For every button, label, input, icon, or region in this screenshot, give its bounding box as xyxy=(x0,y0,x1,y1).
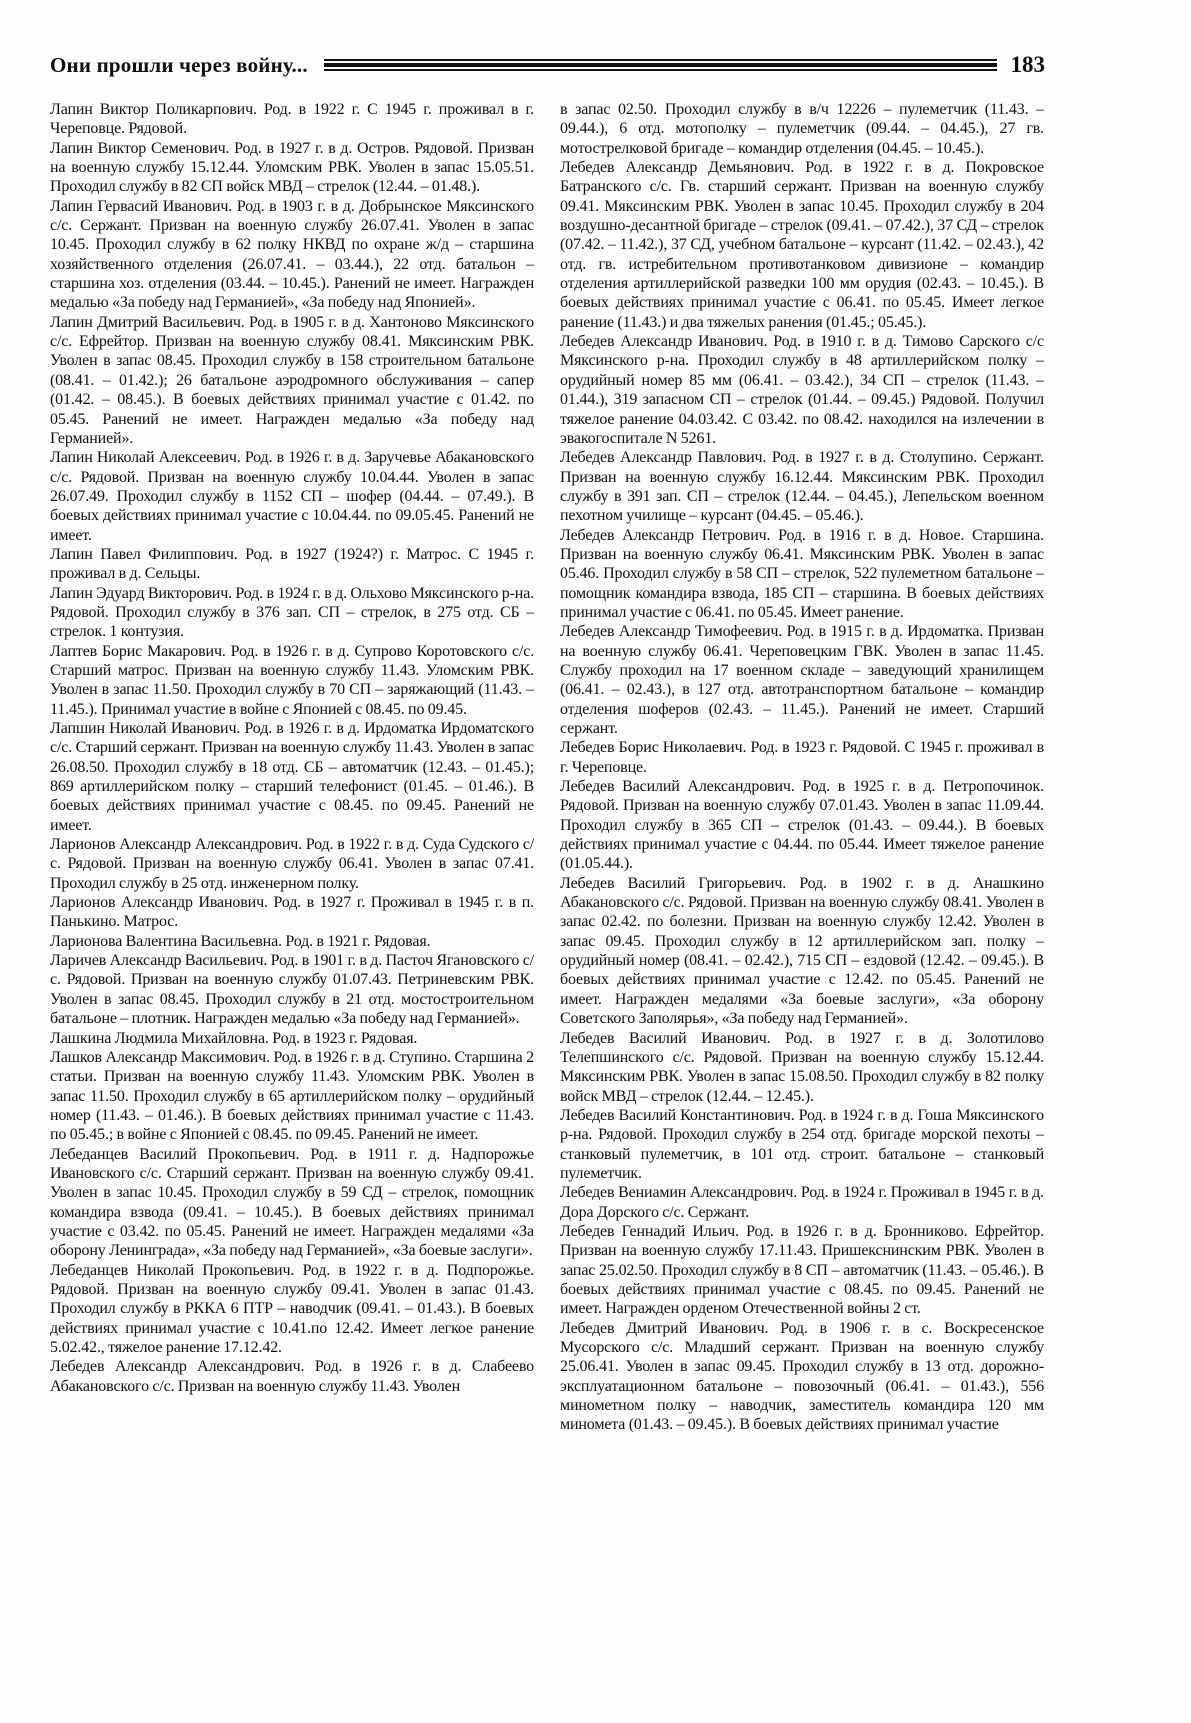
veteran-entry: Лебедев Александр Демьянович. Род. в 1922 г. в д. Покровское Батранского с/с. Гв. старший сержант. Призван на военную службу 09.41. Мяксинским РВК. Уволен в запас 10.45. Проходил службу в 204 воздушно-десантной бригаде – стрелок (09.41. – 07.42.), 37 СД – стрелок (07.42. – 11.42.), 37 СД, учебном батальоне – курсант (11.42. – 02.43.), 42 отд. гв. истребительном противотанковом дивизионе – командир отделения артиллерийской разведки 100 мм орудия (02.43. – 10.45.). В боевых действиях принимал участие с 06.41. по 05.45. Имеет легкое ранение (11.43.) и два тяжелых ранения (01.45.; 05.45.). xyxy=(560,159,1044,331)
header-rule xyxy=(324,59,997,71)
veteran-entry: Лапин Эдуард Викторович. Род. в 1924 г. в д. Ольхово Мяксинского р-на. Рядовой. Проходил службу в 376 зап. СП – стрелок, в 275 отд. СБ – стрелок. 1 контузия. xyxy=(50,584,534,641)
veteran-entry: Лебедев Александр Иванович. Род. в 1910 г. в д. Тимово Сарского с/с Мяксинского р-на. Проходил службу в 48 артиллерийском полку – орудийный номер 85 мм (06.41. – 03.42.), 34 СП – стрелок (11.43. – 01.44.), 319 запасном СП – стрелок (01.44. – 09.45.) Рядовой. Получил тяжелое ранение 04.03.42. С 03.42. по 08.42. находился на излечении в эвакогоспитале N 5261. xyxy=(560,333,1044,447)
veteran-entry: Лапин Николай Алексеевич. Род. в 1926 г. в д. Заручевье Абакановского с/с. Рядовой. Призван на военную службу 10.04.44. Уволен в запас 26.07.49. Проходил службу в 1152 СП – шофер (04.44. – 07.49.). В боевых действиях принимал участие с 10.04.44. по 09.05.45. Ранений не имеет. xyxy=(50,449,534,544)
veteran-entry: Лапин Гервасий Иванович. Род. в 1903 г. в д. Добрынское Мяксинского с/с. Сержант. Призван на военную службу 26.07.41. Уволен в запас 10.45. Проходил службу в 62 полку НКВД по охране ж/д – старшина хозяйственного отделения (26.07.41. – 03.44.), 22 отд. батальон – старшина хоз. отделения (03.44. – 10.45.). Ранений не имеет. Награжден медалью «За победу над Германией», «За победу над Японией». xyxy=(50,197,534,312)
header-rule-line xyxy=(324,59,997,61)
veteran-entry: Лебедев Василий Константинович. Род. в 1924 г. в д. Гоша Мяксинского р-на. Рядовой. Проходил службу в 254 отд. бригаде морской пехоты – станковый пулеметчик, в 101 отд. строит. батальоне – станковый пулеметчик. xyxy=(560,1106,1044,1182)
running-title: Они прошли через войну... xyxy=(50,52,308,77)
veteran-entry: Лебедев Василий Александрович. Род. в 1925 г. в д. Петропочинок. Рядовой. Призван на военную службу 07.01.43. Уволен в запас 11.09.44. Проходил службу в 365 СП – стрелок (01.43. – 09.44.). В боевых действиях принимал участие с 04.44. по 05.44. Имеет тяжелое ранение (01.05.44.). xyxy=(560,778,1044,873)
veteran-entry: Лапин Павел Филиппович. Род. в 1927 (1924?) г. Матрос. С 1945 г. проживал в д. Сельцы. xyxy=(50,545,534,583)
veteran-entry: Лебедев Геннадий Ильич. Род. в 1926 г. в д. Бронниково. Ефрейтор. Призван на военную службу 17.11.43. Пришекснинским РВК. Уволен в запас 25.02.50. Проходил службу в 8 СП – автоматчик (11.43. – 05.46.). В боевых действиях принимал участие с 08.45. по 09.45. Ранений не имеет. Награжден орденом Отечественной войны 2 ст. xyxy=(560,1222,1044,1318)
page-header xyxy=(50,50,1045,80)
page-number: 183 xyxy=(1010,52,1045,77)
veteran-entry: Лебедев Александр Павлович. Род. в 1927 г. в д. Столупино. Сержант. Призван на военную службу 16.12.44. Мяксинским РВК. Проходил службу в 391 зап. СП – стрелок (12.44. – 04.45.), Лепельском военном пехотном училище – курсант (04.45. – 05.46.). xyxy=(560,449,1044,525)
text-columns xyxy=(50,100,1045,1602)
veteran-entry: в запас 02.50. Проходил службу в в/ч 12226 – пулеметчик (11.43. – 09.44.), 6 отд. мотополку – пулеметчик (09.44. – 04.45.), 27 гв. мотострелковой бригаде – командир отделения (04.45. – 10.45.). xyxy=(560,101,1044,157)
veteran-entry: Лебедев Дмитрий Иванович. Род. в 1906 г. в с. Воскресенское Мусорского с/с. Младший сержант. Призван на военную службу 25.06.41. Уволен в запас 09.45. Проходил службу в 13 отд. дорожно-эксплуатационном батальоне – повозочный (06.41. – 01.43.), 556 минометном полку – наводчик, заместитель командира 120 мм миномета (01.43. – 09.45.). В боевых действиях принимал участие xyxy=(560,1319,1044,1434)
veteran-entry: Лашкина Людмила Михайловна. Род. в 1923 г. Рядовая. xyxy=(50,1029,418,1047)
veteran-entry: Лапин Дмитрий Васильевич. Род. в 1905 г. в д. Хантоново Мяксинского с/с. Ефрейтор. Призван на военную службу 08.41. Мяксинским РВК. Уволен в запас 08.45. Проходил службу в 158 строительном батальоне (08.41. – 01.42.); 26 батальоне аэродромного обслуживания – сапер (01.42. – 08.45.). В боевых действиях принимал участие с 01.42. по 05.45. Ранений не имеет. Награжден медалью «За победу над Германией». xyxy=(50,313,534,447)
veteran-entry: Лаптев Борис Макарович. Род. в 1926 г. в д. Супрово Коротовского с/с. Старший матрос. Призван на военную службу 11.43. Уломским РВК. Уволен в запас 11.50. Проходил службу в 70 СП – заряжающий (11.43. – 11.45.). Принимал участие в войне с Японией с 08.45. по 09.45. xyxy=(50,642,534,718)
veteran-entry: Лебедев Борис Николаевич. Род. в 1923 г. Рядовой. С 1945 г. проживал в г. Череповце. xyxy=(560,739,1044,776)
veteran-entry: Лашков Александр Максимович. Род. в 1926 г. в д. Ступино. Старшина 2 статьи. Призван на военную службу 11.43. Уломским РВК. Уволен в запас 11.50. Проходил службу в 65 артиллерийском полку – орудийный номер (11.43. – 01.46.). В боевых действиях принимал участие с 11.43. по 05.45.; в войне с Японией с 08.45. по 09.45. Ранений не имеет. xyxy=(50,1048,534,1144)
veteran-entry: Ларионов Александр Александрович. Род. в 1922 г. в д. Суда Судского с/с. Рядовой. Призван на военную службу 06.41. Уволен в запас 07.41. Проходил службу в 25 отд. инженерном полку. xyxy=(50,836,534,892)
left-column xyxy=(50,100,534,1602)
header-rule-line xyxy=(324,69,997,71)
veteran-entry: Ларичев Александр Васильевич. Род. в 1901 г. в д. Пасточ Ягановского с/с. Рядовой. Призван на военную службу 01.07.43. Петриневским РВК. Уволен в запас 08.45. Проходил службу в 21 отд. мостостроительном батальоне – плотник. Награжден медалью «За победу над Германией». xyxy=(50,952,534,1028)
veteran-entry: Лапин Виктор Семенович. Род. в 1927 г. в д. Остров. Рядовой. Призван на военную службу 15.12.44. Уломским РВК. Уволен в запас 15.05.51. Проходил службу в 82 СП войск МВД – стрелок (12.44. – 01.48.). xyxy=(50,139,534,196)
veteran-entry: Лебедев Александр Петрович. Род. в 1916 г. в д. Новое. Старшина. Призван на военную службу 06.41. Мяксинским РВК. Уволен в запас 05.46. Проходил службу в 58 СП – стрелок, 522 пулеметном батальоне – помощник командира взвода, 185 СП – старшина. В боевых действиях принимал участие с 06.41. по 05.45. Имеет ранение. xyxy=(560,526,1044,621)
header-rule-line xyxy=(324,63,997,67)
veteran-entry: Лебедев Василий Иванович. Род. в 1927 г. в д. Золотилово Телепшинского с/с. Рядовой. Призван на военную службу 15.12.44. Мяксинским РВК. Уволен в запас 15.08.50. Проходил службу в 82 полку войск МВД – стрелок (12.44. – 12.45.). xyxy=(560,1029,1044,1105)
veteran-entry: Лапин Виктор Поликарпович. Род. в 1922 г. С 1945 г. проживал в г. Череповце. Рядовой. xyxy=(50,101,534,138)
veteran-entry: Ларионов Александр Иванович. Род. в 1927 г. Проживал в 1945 г. в п. Панькино. Матрос. xyxy=(50,894,534,931)
veteran-entry: Лебеданцев Николай Прокопьевич. Род. в 1922 г. в д. Подпорожье. Рядовой. Призван на военную службу 09.41. Уволен в запас 01.43. Проходил службу в РККА 6 ПТР – наводчик (09.41. – 01.43.). В боевых действиях принимал участие с 10.41.по 12.42. Имеет легкое ранение 5.02.42., тяжелое ранение 17.12.42. xyxy=(50,1261,534,1356)
veteran-entry: Лапшин Николай Иванович. Род. в 1926 г. в д. Ирдоматка Ирдоматского с/с. Старший сержант. Призван на военную службу 11.43. Уволен в запас 26.08.50. Проходил службу в 18 отд. СБ – автоматчик (12.43. – 01.45.); 869 артиллерийском полку – старший телефонист (01.45. – 01.46.). В боевых действиях принимал участие с 08.45. по 09.45. Ранений не имеет. xyxy=(50,720,534,834)
right-column xyxy=(560,100,1044,1602)
veteran-entry: Лебедев Василий Григорьевич. Род. в 1902 г. в д. Анашкино Абакановского с/с. Рядовой. Призван на военную службу 08.41. Уволен в запас 02.42. по болезни. Призван на военную службу 12.42. Уволен в запас 09.45. Проходил службу в 12 артиллерийском зап. полку – орудийный номер (08.41. – 02.42.), 715 СП – ездовой (12.42. – 09.45.). В боевых действиях принимал участие с 12.42. по 05.45. Ранений не имеет. Награжден медалями «За боевые заслуги», «За оборону Советского Заполярья», «За победу над Германией». xyxy=(560,874,1044,1028)
veteran-entry: Лебедев Александр Александрович. Род. в 1926 г. в д. Слабеево Абакановского с/с. Призван на военную службу 11.43. Уволен xyxy=(50,1358,534,1395)
veteran-entry: Ларионова Валентина Васильевна. Род. в 1921 г. Рядовая. xyxy=(50,932,431,950)
veteran-entry: Лебеданцев Василий Прокопьевич. Род. в 1911 г. д. Надпорожье Ивановского с/с. Старший сержант. Призван на военную службу 09.41. Уволен в запас 10.45. Проходил службу в 59 СД – стрелок, помощник командира взвода (09.41. – 10.45.). В боевых действиях принимал участие с 03.42. по 05.45. Ранений не имеет. Награжден медалями «За оборону Ленинграда», «За победу над Германией», «За боевые заслуги». xyxy=(50,1145,534,1260)
veteran-entry: Лебедев Александр Тимофеевич. Род. в 1915 г. в д. Ирдоматка. Призван на военную службу 06.41. Череповецким ГВК. Уволен в запас 11.45. Службу проходил на 17 военном складе – заведующий хранилищем (06.41. – 02.43.), в 127 отд. автотранспортном батальоне – командир отделения шоферов (02.43. – 11.45.). Ранений не имеет. Старший сержант. xyxy=(560,623,1044,737)
veteran-entry: Лебедев Вениамин Александрович. Род. в 1924 г. Проживал в 1945 г. в д. Дора Дорского с/с. Сержант. xyxy=(560,1184,1044,1221)
